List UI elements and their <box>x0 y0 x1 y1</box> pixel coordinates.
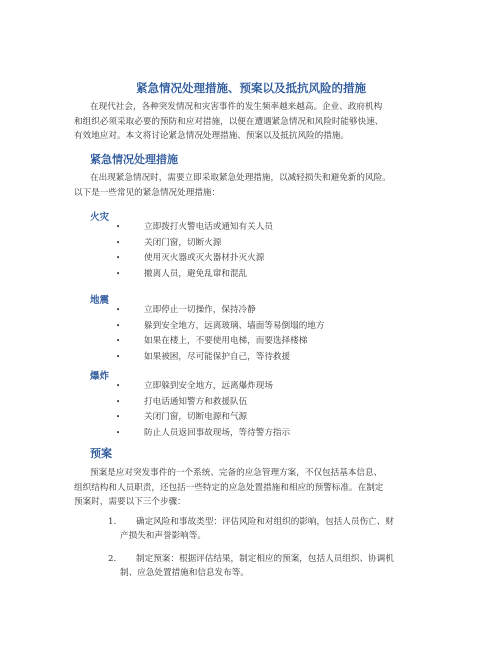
plan-steps <box>90 516 440 590</box>
step-number: 1. <box>108 517 117 527</box>
bullet-icon: • <box>116 254 121 263</box>
intro-line: 在现代社会，各种突发情况和灾害事件的发生频率越来越高。企业、政府机构 <box>90 102 383 112</box>
step-text-line: 确定风险和事故类型：评估风险和对组织的影响，包括人员伤亡、财 <box>136 517 394 527</box>
bullet-icon: • <box>116 413 121 422</box>
list-item-text: 如果被困，尽可能保护自己，等待救援 <box>144 351 291 362</box>
bullet-icon: • <box>116 238 121 247</box>
subsection-heading-fire: 火灾 <box>90 212 110 223</box>
list-item-text: 撤离人员，避免乱窜和混乱 <box>144 268 248 279</box>
step-text-line: 制、应急处置措施和信息发布等。 <box>120 567 249 578</box>
list-item-text: 立即躲到安全地方，远离爆炸现场 <box>144 381 273 391</box>
document-title: 紧急情况处理措施、预案以及抵抗风险的措施 <box>136 81 366 95</box>
list-item-text: 关闭门窗，切断电源和气源 <box>144 412 248 423</box>
list-item-text: 立即拨打火警电话或通知有关人员 <box>144 222 273 232</box>
bullet-icon: • <box>116 428 121 437</box>
plan-line: 预案是应对突发事件的一个系统、完备的应急管理方案，不仅包括基本信息、 <box>90 468 383 478</box>
measures-line: 在出现紧急情况时，需要立即采取紧急处理措施，以减轻损失和避免新的风险。 <box>90 173 391 183</box>
bullet-icon: • <box>116 321 121 330</box>
intro-paragraph <box>74 100 434 144</box>
list-item-text: 关闭门窗，切断火源 <box>144 237 222 248</box>
list-item-text: 防止人员返回事故现场，等待警方指示 <box>144 427 291 438</box>
step-text-line: 产损失和声誉影响等。 <box>120 530 206 541</box>
plan-line: 预案时，需要以下三个步骤： <box>74 497 186 507</box>
section-heading-plan: 预案 <box>90 447 112 460</box>
measures-paragraph <box>74 171 434 200</box>
list-item-text: 立即停止一切操作，保持冷静 <box>144 305 256 315</box>
bullet-icon: • <box>116 352 121 361</box>
step-number: 2. <box>108 554 117 564</box>
bullet-icon: • <box>116 306 121 314</box>
bullet-icon: • <box>116 337 121 346</box>
list-item-text: 打电话通知警方和救援队伍 <box>144 396 248 407</box>
subsection-heading-earthquake: 地震 <box>90 295 110 306</box>
bullet-icon: • <box>116 269 121 278</box>
plan-line: 组织结构和人员职责，还包括一些特定的应急处置措施和相应的预警标准。在制定 <box>74 482 384 493</box>
step-text-line: 制定预案：根据评估结果，制定相应的预案，包括人员组织、协调机 <box>136 554 394 564</box>
list-item-text: 躲到安全地方，远离玻璃、墙面等易倒塌的地方 <box>144 320 325 331</box>
bullet-icon: • <box>116 382 121 390</box>
list-item-text: 如果在楼上，不要使用电梯，而要选择楼梯 <box>144 336 308 347</box>
intro-line: 和组织必须采取必要的预防和应对措施，以便在遭遇紧急情况和风险时能够快速、 <box>74 116 384 127</box>
bullet-icon: • <box>116 397 121 406</box>
plan-paragraph <box>74 466 434 510</box>
list-item-text: 使用灭火器或灭火器材扑灭火源 <box>144 253 265 264</box>
step-item <box>90 553 440 580</box>
bullet-icon: • <box>116 223 121 231</box>
step-item <box>90 516 440 543</box>
subsection-heading-explosion: 爆炸 <box>90 371 110 382</box>
section-heading-measures: 紧急情况处理措施 <box>90 153 178 166</box>
intro-line: 有效地应对。本文将讨论紧急情况处理措施、预案以及抵抗风险的措施。 <box>74 131 350 141</box>
measures-line: 以下是一些常见的紧急情况处理措施： <box>74 187 221 198</box>
